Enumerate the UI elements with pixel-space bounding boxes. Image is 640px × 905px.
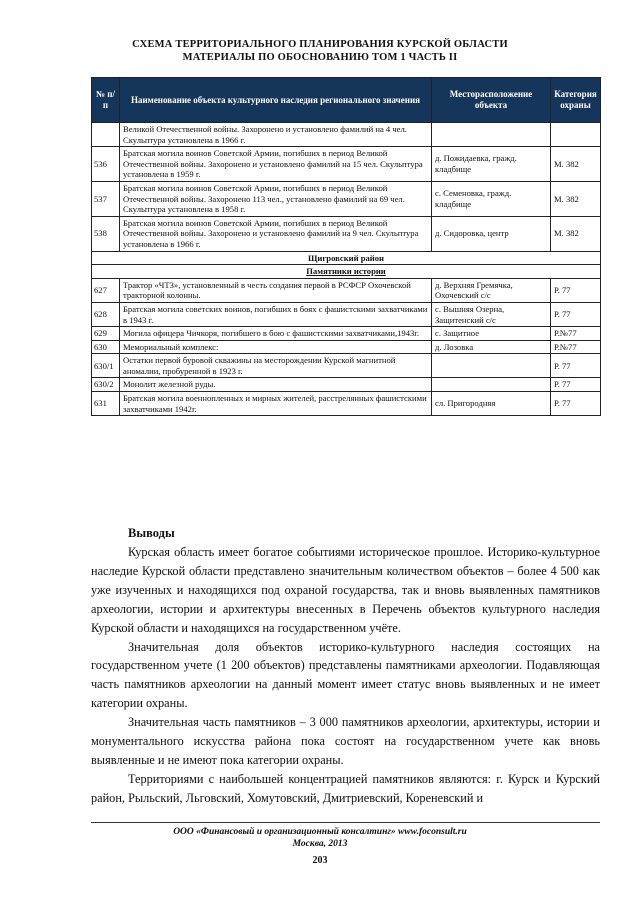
table-header-row	[92, 78, 601, 123]
cell-category: Р. 77	[551, 392, 601, 416]
cell-location: сл. Пригородняя	[432, 392, 551, 416]
conclusions-title: Выводы	[128, 526, 175, 540]
cell-name: Братская могила воинов Советской Армии, погибших в период Великой Отечественной войны. Захоронено и установлено фамилий на 9 чел. Скульптура установлена в 1966 г.	[120, 216, 432, 251]
district-title: Щигровский район	[92, 251, 601, 265]
cell-name: Монолит железной руды.	[120, 378, 432, 392]
cell-number: 536	[92, 147, 120, 182]
subsection-title: Памятники истории	[306, 266, 386, 277]
page-number: 203	[312, 855, 328, 866]
table-row	[92, 216, 601, 251]
footer-divider	[91, 822, 600, 823]
cell-name: Великой Отечественной войны. Захоронено и установлено фамилий на 4 чел. Скульптура установлена в 1966 г.	[120, 123, 432, 147]
cell-category: Р. 77	[551, 354, 601, 378]
cell-name: Трактор «ЧТЗ», установленный в честь создания первой в РСФСР Охочевской тракторной колонны.	[120, 278, 432, 302]
cell-location: д. Лозовка	[432, 340, 551, 354]
cell-name: Братская могила воинов Советской Армии, погибших в период Великой Отечественной войны. Захоронено 113 чел., установлено фамилий на 69 чел. Скульптура установлена в 1958 г.	[120, 181, 432, 216]
cell-name: Остатки первой буровой скважины на месторождении Курской магнитной аномалии, пробуренной в 1923 г.	[120, 354, 432, 378]
paragraph-2: Значительная доля объектов историко-культурного наследия состоящих на государственном учете (1 200 объектов) представлены памятниками археологии. Подавляющая часть памятников археологии на данный момент имеет статус вновь выявленных и не имеет категории охраны.	[91, 639, 600, 711]
table-row	[92, 392, 601, 416]
cell-location: с. Защитное	[432, 327, 551, 341]
footer-city-year: Москва, 2013	[292, 839, 348, 849]
cell-category: Р. 77	[551, 302, 601, 326]
cell-category: М. 382	[551, 147, 601, 182]
table-row	[92, 278, 601, 302]
cell-location	[432, 123, 551, 147]
cell-location: с. Семеновка, гражд. кладбище	[432, 181, 551, 216]
cell-location: д. Пожидаевка, гражд. кладбище	[432, 147, 551, 182]
cell-number: 630/2	[92, 378, 120, 392]
cell-number: 630	[92, 340, 120, 354]
table-row	[92, 147, 601, 182]
cell-name: Могила офицера Чичкоря, погибшего в бою с фашистскими захватчиками,1943г.	[120, 327, 432, 341]
col-number: № п/п	[92, 78, 120, 123]
cell-number: 628	[92, 302, 120, 326]
page-header	[0, 38, 640, 64]
table-row	[92, 327, 601, 341]
cell-category	[551, 123, 601, 147]
table-body-b	[92, 278, 601, 416]
cell-category: М. 382	[551, 216, 601, 251]
table-row	[92, 123, 601, 147]
cell-number	[92, 123, 120, 147]
col-location: Месторасположение объекта	[432, 78, 551, 123]
cell-name: Братская могила советских воинов, погибших в боях с фашистскими захватчиками в 1943 г.	[120, 302, 432, 326]
cell-location	[432, 354, 551, 378]
cell-number: 537	[92, 181, 120, 216]
cell-category: Р.№77	[551, 327, 601, 341]
footer-company: ООО «Финансовый и организационный консалтинг» www.foconsult.ru	[173, 827, 467, 837]
cell-location: д. Сидоровка, центр	[432, 216, 551, 251]
cell-number: 630/1	[92, 354, 120, 378]
table-row	[92, 378, 601, 392]
cell-number: 631	[92, 392, 120, 416]
paragraph-3: Значительная часть памятников – 3 000 памятников археологии, архитектуры, истории и монументального искусства района пока состоят на государственном учете как вновь выявленные и не имеют пока категории охраны.	[91, 715, 600, 767]
cell-name: Братская могила воинов Советской Армии, погибших в период Великой Отечественной войны. Захоронено и установлено фамилий на 15 чел. Скульптура установлена в 1959 г.	[120, 147, 432, 182]
table-row	[92, 302, 601, 326]
cell-category: Р. 77	[551, 378, 601, 392]
col-category: Категория охраны	[551, 78, 601, 123]
cell-name: Братская могила военнопленных и мирных жителей, расстрелянных фашистскими захватчиками 1942г.	[120, 392, 432, 416]
table-body-a	[92, 123, 601, 252]
cell-location: с. Вышняя Озерна, Защитенский с/с	[432, 302, 551, 326]
cell-category: М. 382	[551, 181, 601, 216]
cell-category: Р.№77	[551, 340, 601, 354]
table-row	[92, 340, 601, 354]
header-subtitle: МАТЕРИАЛЫ ПО ОБОСНОВАНИЮ ТОМ 1 ЧАСТЬ II	[182, 52, 458, 63]
cell-number: 629	[92, 327, 120, 341]
heritage-table	[91, 77, 601, 416]
cell-number: 627	[92, 278, 120, 302]
table-row	[92, 354, 601, 378]
paragraph-1: Курская область имеет богатое событиями историческое прошлое. Историко-культурное наследие Курской области представлено значительным количеством объектов – более 4 500 как уже изученных и находящихся под охраной государства, так и вновь выявленных памятников археологии, истории и архитектуры внесенных в Перечень объектов культурного наследия Курской области и находящихся на государственном учёте.	[91, 545, 600, 635]
district-row	[92, 251, 601, 265]
paragraph-4: Территориями с наибольшей концентрацией памятников являются: г. Курск и Курский район, Рыльский, Льговский, Хомутовский, Дмитриевский, Кореневский и	[91, 771, 600, 805]
subsection-row	[92, 265, 601, 279]
cell-location	[432, 378, 551, 392]
col-name: Наименование объекта культурного наследия регионального значения	[120, 78, 432, 123]
cell-number: 538	[92, 216, 120, 251]
table-row	[92, 181, 601, 216]
cell-category: Р. 77	[551, 278, 601, 302]
conclusions	[91, 524, 600, 808]
header-title: СХЕМА ТЕРРИТОРИАЛЬНОГО ПЛАНИРОВАНИЯ КУРСКОЙ ОБЛАСТИ	[132, 39, 508, 50]
cell-location: д. Верхняя Гремячка, Охочевский с/с	[432, 278, 551, 302]
page-footer	[0, 826, 640, 850]
cell-name: Мемориальный комплекс:	[120, 340, 432, 354]
